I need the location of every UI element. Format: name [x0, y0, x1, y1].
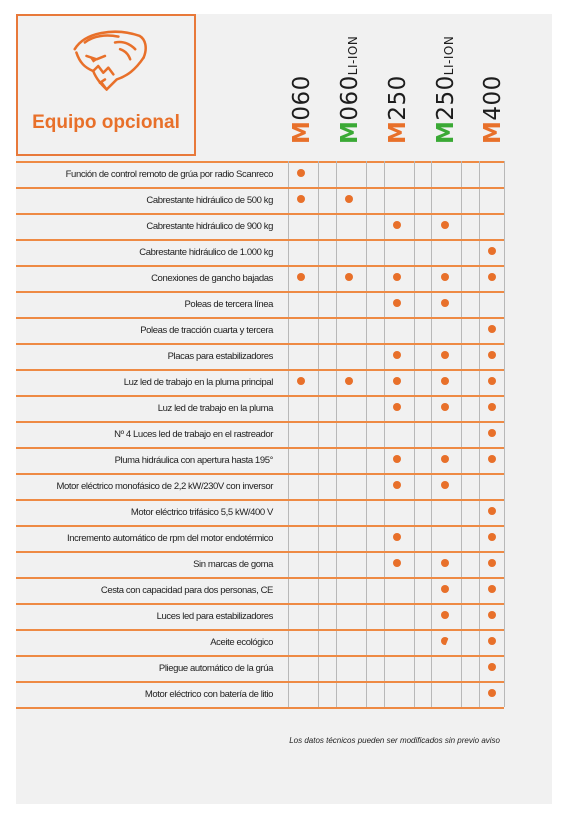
option-dot [441, 377, 449, 385]
row-rule [16, 239, 504, 241]
option-dot [488, 273, 496, 281]
option-dot [297, 273, 305, 281]
feature-label: Motor eléctrico trifásico 5,5 kW/400 V [130, 507, 273, 518]
row-rule [16, 395, 504, 397]
row-rule [16, 655, 504, 657]
column-guide [461, 161, 462, 707]
option-dot [441, 351, 449, 359]
feature-label: Función de control remoto de grúa por radio Scanreco [65, 169, 273, 180]
row-rule [16, 525, 504, 527]
feature-label: Poleas de tracción cuarta y tercera [140, 325, 273, 336]
option-dot [488, 455, 496, 463]
option-dot [488, 663, 496, 671]
feature-label: Placas para estabilizadores [167, 351, 273, 362]
feature-label: Motor eléctrico monofásico de 2,2 kW/230V con inversor [56, 481, 273, 492]
feature-label: Cabrestante hidráulico de 1.000 kg [139, 247, 273, 258]
option-dot [441, 273, 449, 281]
disclaimer-note: Los datos técnicos pueden ser modificados sin previo aviso [289, 736, 500, 745]
model-header-m250li-ion: M250LI-ION [433, 35, 459, 144]
option-dot [441, 403, 449, 411]
option-dot [488, 403, 496, 411]
option-dot [441, 611, 449, 619]
column-guide [431, 161, 432, 707]
feature-label: Poleas de tercera línea [184, 299, 273, 310]
option-dot [488, 611, 496, 619]
option-dot [488, 429, 496, 437]
row-rule [16, 187, 504, 189]
feature-label: Cabrestante hidráulico de 500 kg [146, 195, 273, 206]
option-dot [393, 221, 401, 229]
feature-label: Sin marcas de goma [193, 559, 273, 570]
column-guide [288, 161, 289, 707]
feature-label: Pluma hidráulica con apertura hasta 195° [114, 455, 273, 466]
option-dot [441, 299, 449, 307]
option-dot [393, 299, 401, 307]
model-header-m250: M250 [385, 75, 411, 144]
option-dot [297, 169, 305, 177]
option-dot [441, 559, 449, 567]
model-header-m060: M060 [289, 75, 315, 144]
feature-label: Aceite ecológico [210, 637, 273, 648]
column-guide [479, 161, 480, 707]
column-guide [366, 161, 367, 707]
option-dot [441, 455, 449, 463]
option-dot [393, 559, 401, 567]
row-rule [16, 499, 504, 501]
row-rule [16, 551, 504, 553]
row-rule [16, 265, 504, 267]
model-header-m060li-ion: M060LI-ION [337, 35, 363, 144]
row-rule [16, 629, 504, 631]
option-dot [488, 637, 496, 645]
option-dot [297, 195, 305, 203]
row-rule [16, 213, 504, 215]
row-rule [16, 681, 504, 683]
option-dot [488, 377, 496, 385]
option-dot [488, 689, 496, 697]
option-dot [488, 585, 496, 593]
row-rule [16, 291, 504, 293]
feature-label: Cabrestante hidráulico de 900 kg [146, 221, 273, 232]
option-dot [345, 273, 353, 281]
option-dot [488, 559, 496, 567]
option-dot [441, 585, 449, 593]
feature-label: Cesta con capacidad para dos personas, CE [100, 585, 273, 596]
feature-label: Luz led de trabajo en la pluma [157, 403, 273, 414]
option-dot [488, 351, 496, 359]
feature-label: Conexiones de gancho bajadas [151, 273, 273, 284]
column-guide [504, 161, 505, 707]
feature-label: Motor eléctrico con batería de litio [144, 689, 273, 700]
option-dot [393, 403, 401, 411]
row-rule [16, 577, 504, 579]
page-title: Equipo opcional [32, 112, 180, 133]
option-dot [441, 481, 449, 489]
option-dot [393, 455, 401, 463]
option-dot [488, 325, 496, 333]
model-header-m400: M400 [480, 75, 506, 144]
feature-label: Incremento automático de rpm del motor endotérmico [67, 533, 273, 544]
row-rule [16, 447, 504, 449]
option-dot [488, 247, 496, 255]
row-rule [16, 603, 504, 605]
option-dot [297, 377, 305, 385]
column-guide [414, 161, 415, 707]
option-dot [345, 195, 353, 203]
option-dot [488, 533, 496, 541]
feature-label: Luz led de trabajo en la pluma principal [123, 377, 273, 388]
option-dot [393, 481, 401, 489]
row-rule [16, 369, 504, 371]
option-dot [393, 533, 401, 541]
option-dot [393, 273, 401, 281]
feature-label: Pliegue automático de la grúa [158, 663, 273, 674]
option-dot [441, 221, 449, 229]
feature-label: Luces led para estabilizadores [156, 611, 273, 622]
option-dot [488, 507, 496, 515]
row-rule [16, 317, 504, 319]
feature-label: Nº 4 Luces led de trabajo en el rastreador [114, 429, 273, 440]
option-dot [393, 351, 401, 359]
row-rule [16, 707, 504, 709]
column-guide [384, 161, 385, 707]
column-guide [336, 161, 337, 707]
title-box [16, 14, 196, 156]
column-guide [318, 161, 319, 707]
option-dot [345, 377, 353, 385]
option-dot [393, 377, 401, 385]
panther-logo-icon [66, 24, 154, 108]
row-rule [16, 473, 504, 475]
row-rule [16, 421, 504, 423]
row-rule [16, 343, 504, 345]
